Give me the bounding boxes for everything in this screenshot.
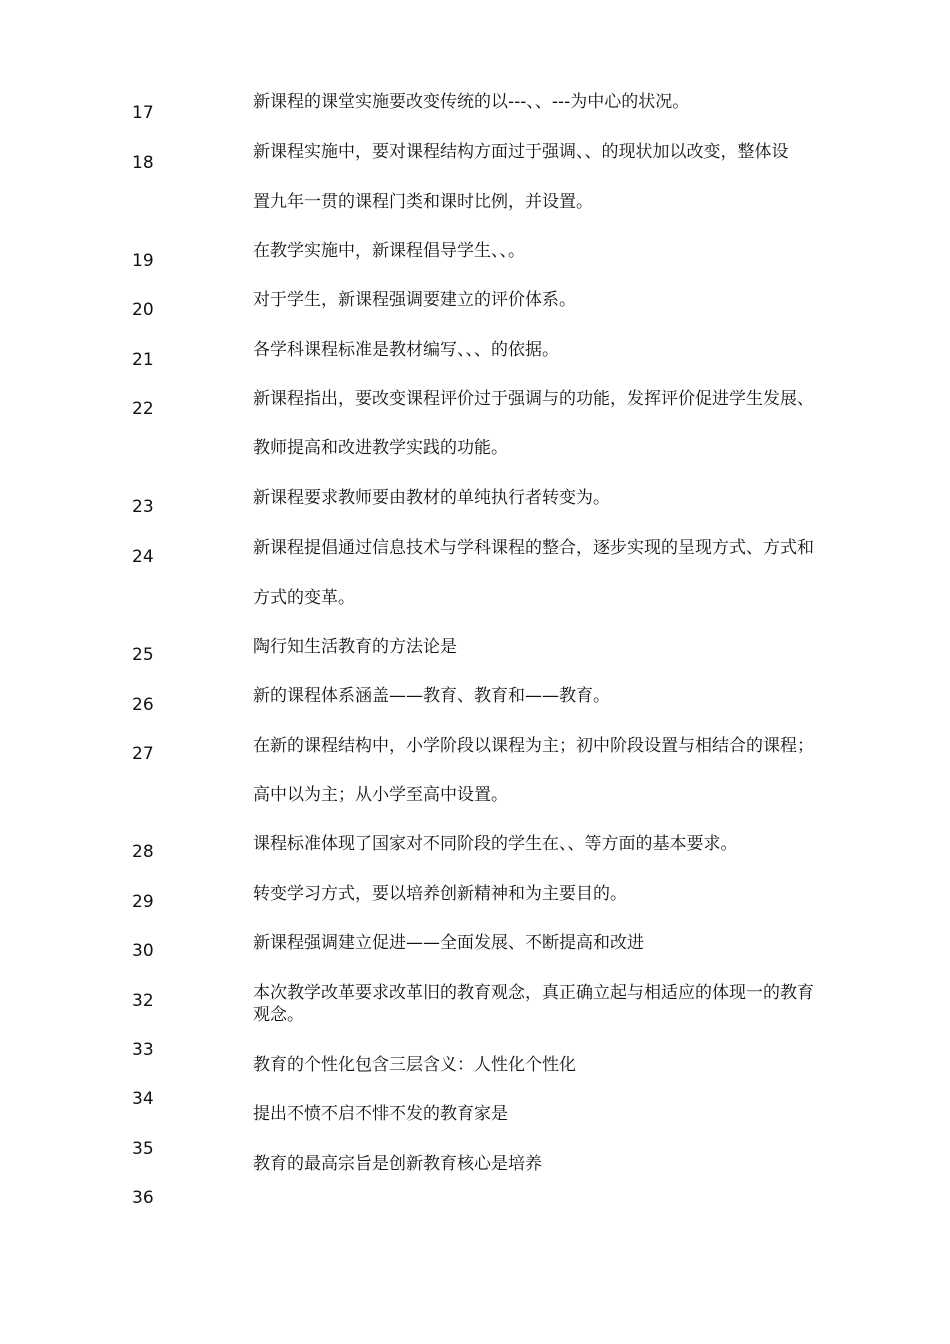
question-text: 新课程的课堂实施要改变传统的以---、、---为中心的状况。 <box>253 92 690 112</box>
item-number: 24 <box>132 547 154 567</box>
item-number: 19 <box>132 251 154 271</box>
question-text-continued: 教师提高和改进教学实践的功能。 <box>253 438 508 458</box>
item-number: 28 <box>132 842 154 862</box>
question-text: 教育的最高宗旨是创新教育核心是培养 <box>253 1154 542 1174</box>
item-number: 17 <box>132 103 154 123</box>
item-number: 36 <box>132 1188 154 1208</box>
item-number: 33 <box>132 1040 154 1060</box>
question-text: 新课程指出，要改变课程评价过于强调与的功能，发挥评价促进学生发展、 <box>253 389 814 409</box>
question-text-continued: 高中以为主；从小学至高中设置。 <box>253 785 508 805</box>
question-text: 新课程提倡通过信息技术与学科课程的整合，逐步实现的呈现方式、方式和 <box>253 538 814 558</box>
item-number: 30 <box>132 941 154 961</box>
item-number: 23 <box>132 497 154 517</box>
question-text: 提出不愤不启不悱不发的教育家是 <box>253 1104 508 1124</box>
question-text-continued: 置九年一贯的课程门类和课时比例，并设置。 <box>253 192 593 212</box>
question-text: 转变学习方式，要以培养创新精神和为主要目的。 <box>253 884 627 904</box>
question-text-continued: 观念。 <box>253 1005 304 1025</box>
question-text: 对于学生，新课程强调要建立的评价体系。 <box>253 290 576 310</box>
question-text: 各学科课程标准是教材编写、、、的依据。 <box>253 340 559 360</box>
item-number: 25 <box>132 645 154 665</box>
question-text-continued: 方式的变革。 <box>253 588 355 608</box>
item-number: 34 <box>132 1089 154 1109</box>
question-text: 新课程实施中，要对课程结构方面过于强调、、的现状加以改变，整体设 <box>253 142 789 162</box>
item-number: 29 <box>132 892 154 912</box>
item-number: 32 <box>132 991 154 1011</box>
question-text: 新课程要求教师要由教材的单纯执行者转变为。 <box>253 488 610 508</box>
item-number: 35 <box>132 1139 154 1159</box>
item-number: 27 <box>132 744 154 764</box>
question-text: 在教学实施中，新课程倡导学生、、。 <box>253 241 525 261</box>
item-number: 20 <box>132 300 154 320</box>
question-text: 新课程强调建立促进——全面发展、不断提高和改进 <box>253 933 644 953</box>
question-text: 本次教学改革要求改革旧的教育观念，真正确立起与相适应的体现一的教育 <box>253 983 814 1003</box>
question-text: 在新的课程结构中，小学阶段以课程为主；初中阶段设置与相结合的课程； <box>253 736 814 756</box>
question-text: 新的课程体系涵盖——教育、教育和——教育。 <box>253 686 610 706</box>
item-number: 22 <box>132 399 154 419</box>
question-text: 课程标准体现了国家对不同阶段的学生在、、等方面的基本要求。 <box>253 834 738 854</box>
question-text: 陶行知生活教育的方法论是 <box>253 637 457 657</box>
question-text: 教育的个性化包含三层含义：人性化个性化 <box>253 1055 576 1075</box>
item-number: 18 <box>132 153 154 173</box>
item-number: 21 <box>132 350 154 370</box>
item-number: 26 <box>132 695 154 715</box>
